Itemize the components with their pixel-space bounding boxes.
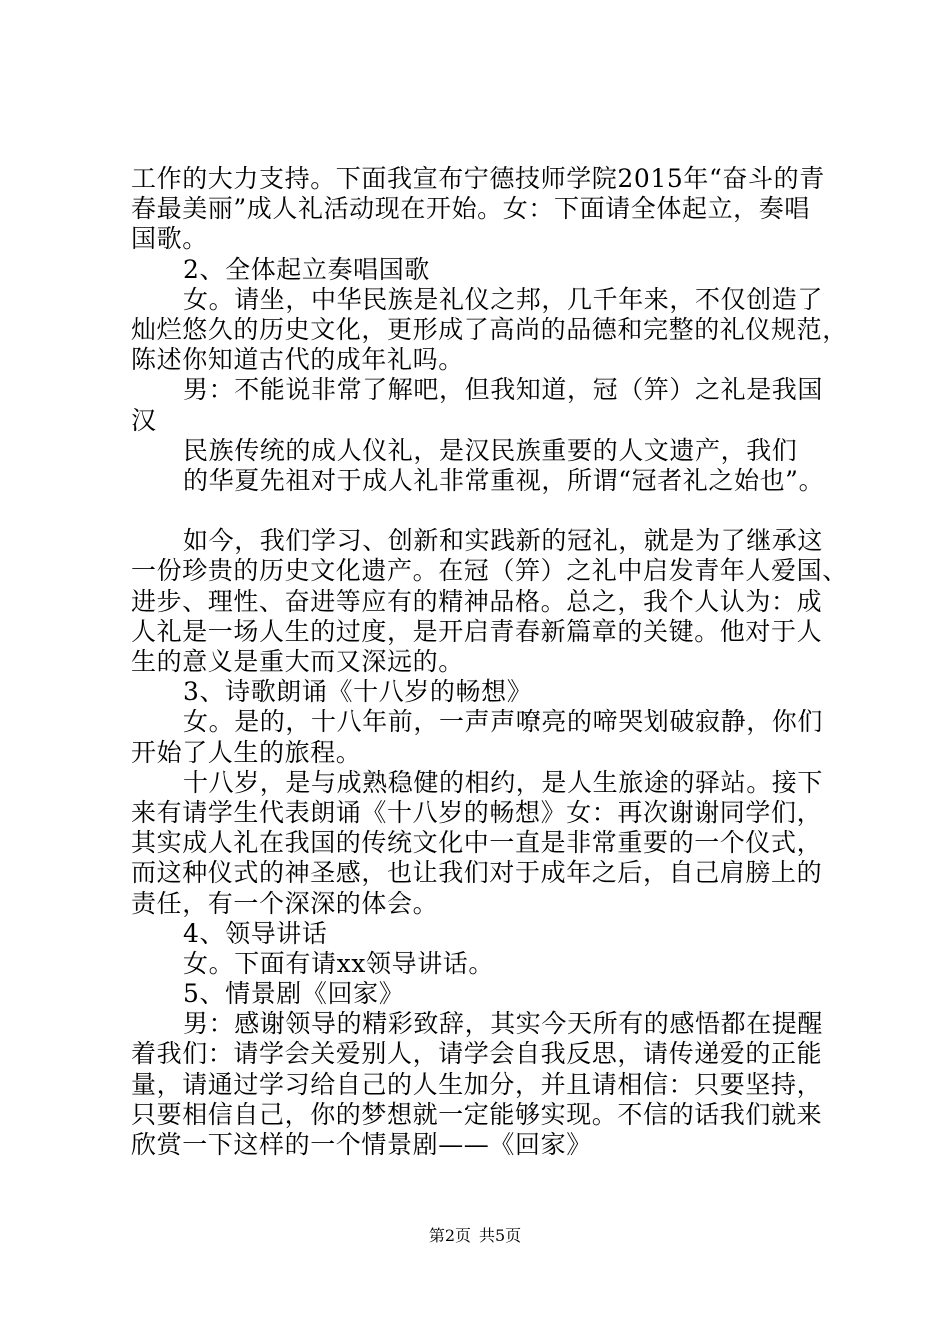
text-line: 人礼是一场人生的过度，是开启青春新篇章的关键。他对于人 xyxy=(131,616,823,646)
text-line: 女。是的，十八年前，一声声嘹亮的啼哭划破寂静，你们 xyxy=(183,707,824,737)
text-line: 民族传统的成人仪礼，是汉民族重要的人文遗产，我们 xyxy=(183,435,798,465)
text-line: 陈述你知道古代的成年礼吗。 xyxy=(131,345,464,375)
page-footer xyxy=(0,1226,950,1246)
text-line: 汉 xyxy=(131,405,157,435)
paragraph-gap xyxy=(131,496,851,526)
text-line: 男：感谢领导的精彩致辞，其实今天所有的感悟都在提醒 xyxy=(183,1009,824,1039)
text-line: 生的意义是重大而又深远的。 xyxy=(131,647,464,676)
text-line: 如今，我们学习、创新和实践新的冠礼，就是为了继承这 xyxy=(183,526,824,556)
text-line: 男：不能说非常了解吧，但我知道，冠（笄）之礼是我国 xyxy=(183,375,824,405)
page-number: 第2页 xyxy=(428,1226,471,1245)
text-line: 灿烂悠久的历史文化，更形成了高尚的品德和完整的礼仪规范， xyxy=(131,314,848,344)
text-line: 的华夏先祖对于成人礼非常重视，所谓“冠者礼之始也”。 xyxy=(183,465,825,495)
section-heading: 3、诗歌朗诵《十八岁的畅想》 xyxy=(183,677,533,707)
text-line: 女。请坐，中华民族是礼仪之邦，几千年来，不仅创造了 xyxy=(183,284,824,314)
page-total: 共5页 xyxy=(479,1226,522,1245)
text-line: 着我们：请学会关爱别人，请学会自我反思，请传递爱的正能 xyxy=(131,1039,823,1069)
text-line: 十八岁，是与成熟稳健的相约，是人生旅途的驿站。接下 xyxy=(183,767,824,797)
text-line: 欣赏一下这样的一个情景剧——《回家》 xyxy=(131,1130,592,1159)
text-line: 开始了人生的旅程。 xyxy=(131,737,362,767)
section-heading: 4、领导讲话 xyxy=(183,918,328,948)
text-line: 进步、理性、奋进等应有的精神品格。总之，我个人认为：成 xyxy=(131,586,823,616)
text-line: 而这种仪式的神圣感，也让我们对于成年之后，自己肩膀上的 xyxy=(131,858,823,888)
document-body xyxy=(131,164,851,1160)
text-line: 女。下面有请xx领导讲话。 xyxy=(183,948,494,978)
text-line: 春最美丽”成人礼活动现在开始。女：下面请全体起立，奏唱 xyxy=(131,194,810,224)
text-line: 其实成人礼在我国的传统文化中一直是非常重要的一个仪式， xyxy=(131,828,823,858)
text-line: 一份珍贵的历史文化遗产。在冠（笄）之礼中启发青年人爱国、 xyxy=(131,556,848,586)
text-line: 量，请通过学习给自己的人生加分，并且请相信：只要坚持， xyxy=(131,1069,823,1099)
text-line: 只要相信自己，你的梦想就一定能够实现。不信的话我们就来 xyxy=(131,1099,823,1129)
section-heading: 2、全体起立奏唱国歌 xyxy=(183,254,430,284)
text-line: 来有请学生代表朗诵《十八岁的畅想》女：再次谢谢同学们， xyxy=(131,797,823,827)
text-line: 责任，有一个深深的体会。 xyxy=(131,888,439,918)
text-line: 国歌。 xyxy=(131,224,208,254)
section-heading: 5、情景剧《回家》 xyxy=(183,979,405,1009)
text-line: 工作的大力支持。下面我宣布宁德技师学院2015年“奋斗的青 xyxy=(131,164,825,193)
